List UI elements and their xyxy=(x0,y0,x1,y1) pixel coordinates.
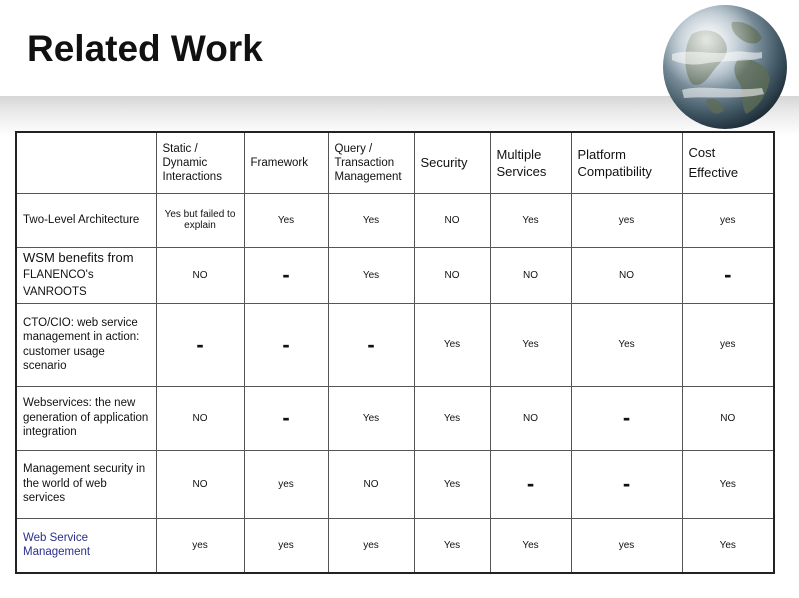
row-label: Management security in the world of web services xyxy=(16,450,156,518)
slide-title: Related Work xyxy=(27,28,263,69)
table-cell: yes xyxy=(571,518,682,573)
header-row xyxy=(16,132,774,193)
table-cell: yes xyxy=(682,193,774,247)
table-cell: - xyxy=(244,303,328,386)
column-header-cost-effective: Cost Effective xyxy=(682,132,774,193)
table-row xyxy=(16,193,774,247)
table-cell: yes xyxy=(682,303,774,386)
table-cell: - xyxy=(571,386,682,450)
table-cell: NO xyxy=(414,247,490,303)
table-cell: - xyxy=(571,450,682,518)
table-cell: Yes xyxy=(571,303,682,386)
corner-cell xyxy=(16,132,156,193)
table-cell: yes xyxy=(571,193,682,247)
table-cell: - xyxy=(156,303,244,386)
table-cell: NO xyxy=(414,193,490,247)
table-cell: - xyxy=(682,247,774,303)
table-row xyxy=(16,247,774,303)
table-cell: Yes xyxy=(328,386,414,450)
table-cell: yes xyxy=(244,518,328,573)
table-cell: Yes xyxy=(328,247,414,303)
comparison-table xyxy=(15,131,775,574)
column-header-security: Security xyxy=(414,132,490,193)
table-cell: NO xyxy=(156,247,244,303)
row-label: Webservices: the new generation of application integration xyxy=(16,386,156,450)
row-label-small: FLANENCO's VANROOTS xyxy=(23,269,94,298)
row-label-main: WSM benefits from xyxy=(23,250,134,265)
row-label: Two-Level Architecture xyxy=(16,193,156,247)
table-cell: Yes but failed to explain xyxy=(156,193,244,247)
table-cell: NO xyxy=(328,450,414,518)
earth-globe-icon xyxy=(662,4,788,130)
table-cell: NO xyxy=(156,386,244,450)
table-cell: NO xyxy=(682,386,774,450)
table-cell: Yes xyxy=(414,518,490,573)
table-cell: NO xyxy=(490,386,571,450)
table-cell: Yes xyxy=(244,193,328,247)
column-header-multiple-services: Multiple Services xyxy=(490,132,571,193)
table-cell: Yes xyxy=(490,518,571,573)
column-header-interactions: Static / Dynamic Interactions xyxy=(156,132,244,193)
table-cell: NO xyxy=(490,247,571,303)
column-header-query-transaction: Query / Transaction Management xyxy=(328,132,414,193)
table-cell: Yes xyxy=(414,303,490,386)
table-row xyxy=(16,518,774,573)
table-cell: Yes xyxy=(682,450,774,518)
table-cell: - xyxy=(328,303,414,386)
table-cell: Yes xyxy=(490,303,571,386)
table-cell: NO xyxy=(571,247,682,303)
table-cell: yes xyxy=(328,518,414,573)
table-cell: NO xyxy=(156,450,244,518)
row-label xyxy=(16,247,156,303)
table-cell: - xyxy=(490,450,571,518)
table-cell: - xyxy=(244,386,328,450)
column-header-platform-compatibility: Platform Compatibility xyxy=(571,132,682,193)
table-cell: Yes xyxy=(682,518,774,573)
table-cell: Yes xyxy=(414,386,490,450)
table-cell: Yes xyxy=(414,450,490,518)
column-header-framework: Framework xyxy=(244,132,328,193)
table-row xyxy=(16,450,774,518)
row-label: Web Service Management xyxy=(16,518,156,573)
table-cell: Yes xyxy=(490,193,571,247)
table-row xyxy=(16,386,774,450)
table-cell: Yes xyxy=(328,193,414,247)
table-row xyxy=(16,303,774,386)
table-cell: yes xyxy=(244,450,328,518)
table-cell: - xyxy=(244,247,328,303)
row-label: CTO/CIO: web service management in action: customer usage scenario xyxy=(16,303,156,386)
table-cell: yes xyxy=(156,518,244,573)
